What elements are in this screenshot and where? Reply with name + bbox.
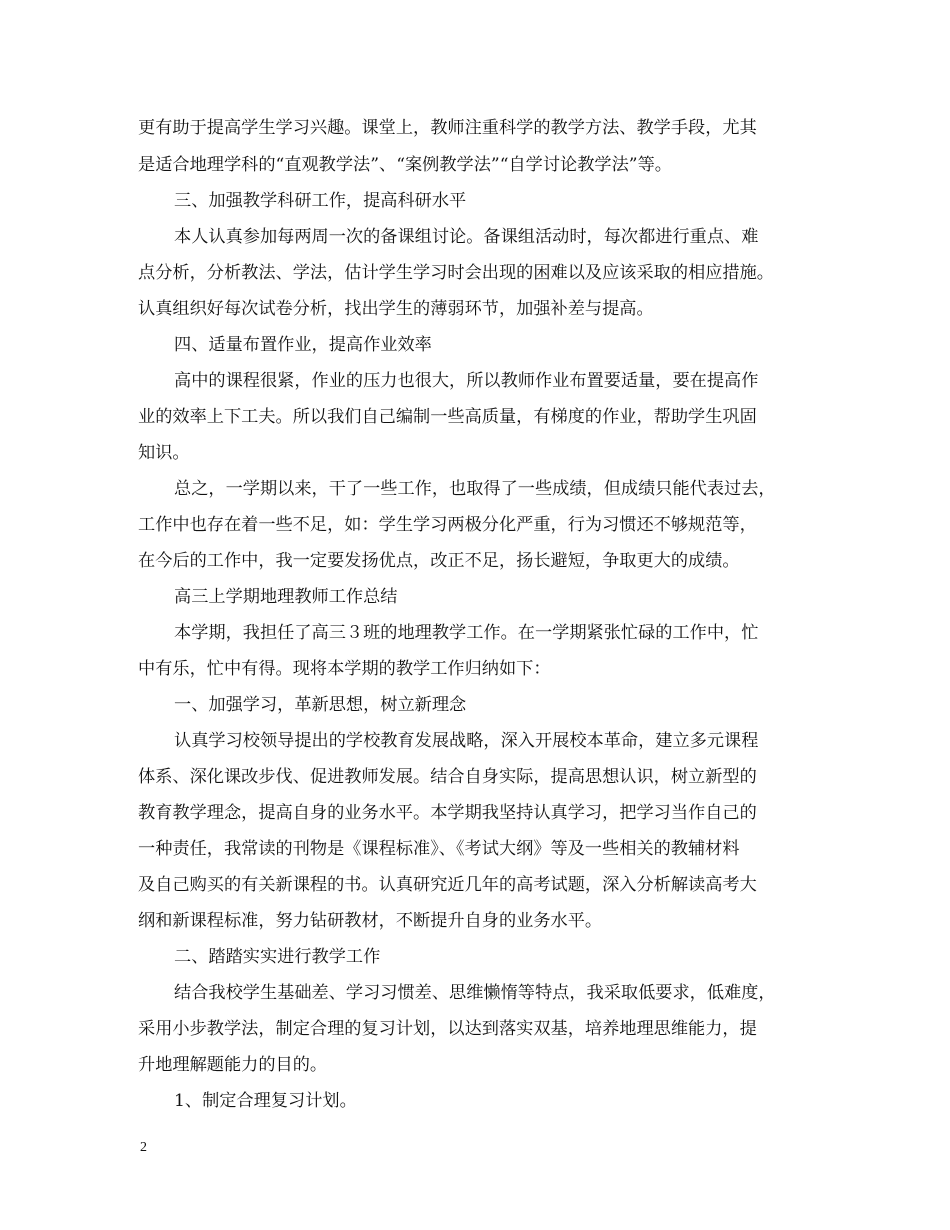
document-title: 高三上学期地理教师工作总结 [174, 587, 398, 607]
paragraph-line: 及自己购买的有关新课程的书。认真研究近几年的高考试题，深入分析解读高考大 [138, 875, 757, 895]
paragraph-line: 高中的课程很紧，作业的压力也很大，所以教师作业布置要适量，要在提高作 [174, 371, 759, 391]
paragraph-line: 更有助于提高学生学习兴趣。课堂上，教师注重科学的教学方法、教学手段，尤其 [138, 118, 757, 138]
paragraph-line: 结合我校学生基础差、学习习惯差、思维懒惰等特点，我采取低要求，低难度， [174, 983, 776, 1003]
paragraph-line: 本人认真参加每两周一次的备课组讨论。备课组活动时，每次都进行重点、难 [174, 227, 759, 247]
paragraph-line: 点分析，分析教法、学法，估计学生学习时会出现的困难以及应该采取的相应措施。 [138, 263, 774, 283]
paragraph-line: 认真组织好每次试卷分析，找出学生的薄弱环节，加强补差与提高。 [138, 299, 654, 319]
page-number: 2 [140, 1140, 147, 1155]
paragraph-line: 本学期，我担任了高三３班的地理教学工作。在一学期紧张忙碌的工作中，忙 [174, 623, 759, 643]
paragraph-line: 教育教学理念，提高自身的业务水平。本学期我坚持认真学习，把学习当作自己的 [138, 803, 757, 823]
paragraph-line: 升地理解题能力的目的。 [138, 1055, 328, 1075]
section-heading: 三、加强教学科研工作，提高科研水平 [174, 191, 467, 211]
section-heading: 四、适量布置作业，提高作业效率 [174, 335, 432, 355]
section-heading: 一、加强学习，革新思想，树立新理念 [174, 695, 467, 715]
paragraph-line: 体系、深化课改步伐、促进教师发展。结合自身实际，提高思想认识，树立新型的 [138, 767, 757, 787]
list-item: 1、制定合理复习计划。 [174, 1091, 357, 1111]
paragraph-line: 总之，一学期以来，干了一些工作，也取得了一些成绩，但成绩只能代表过去， [174, 479, 776, 499]
paragraph-line: 纲和新课程标准，努力钻研教材，不断提升自身的业务水平。 [138, 911, 603, 931]
paragraph-line: 是适合地理学科的“直观教学法”、“案例教学法”“自学讨论教学法”等。 [138, 155, 672, 175]
paragraph-line: 认真学习校领导提出的学校教育发展战略，深入开展校本革命，建立多元课程 [174, 731, 759, 751]
paragraph-line: 工作中也存在着一些不足，如：学生学习两极分化严重，行为习惯还不够规范等， [138, 515, 757, 535]
paragraph-line: 采用小步教学法，制定合理的复习计划，以达到落实双基，培养地理思维能力，提 [138, 1019, 757, 1039]
paragraph-line: 在今后的工作中，我一定要发扬优点，改正不足，扬长避短，争取更大的成绩。 [138, 551, 740, 571]
section-heading: 二、踏踏实实进行教学工作 [174, 947, 381, 967]
paragraph-line: 中有乐，忙中有得。现将本学期的教学工作归纳如下： [138, 659, 551, 679]
paragraph-line: 知识。 [138, 443, 190, 463]
paragraph-line: 业的效率上下工夫。所以我们自己编制一些高质量，有梯度的作业，帮助学生巩固 [138, 407, 757, 427]
paragraph-line: 一种责任，我常读的刊物是《课程标准》、《考试大纲》等及一些相关的教辅材料 [138, 839, 740, 859]
